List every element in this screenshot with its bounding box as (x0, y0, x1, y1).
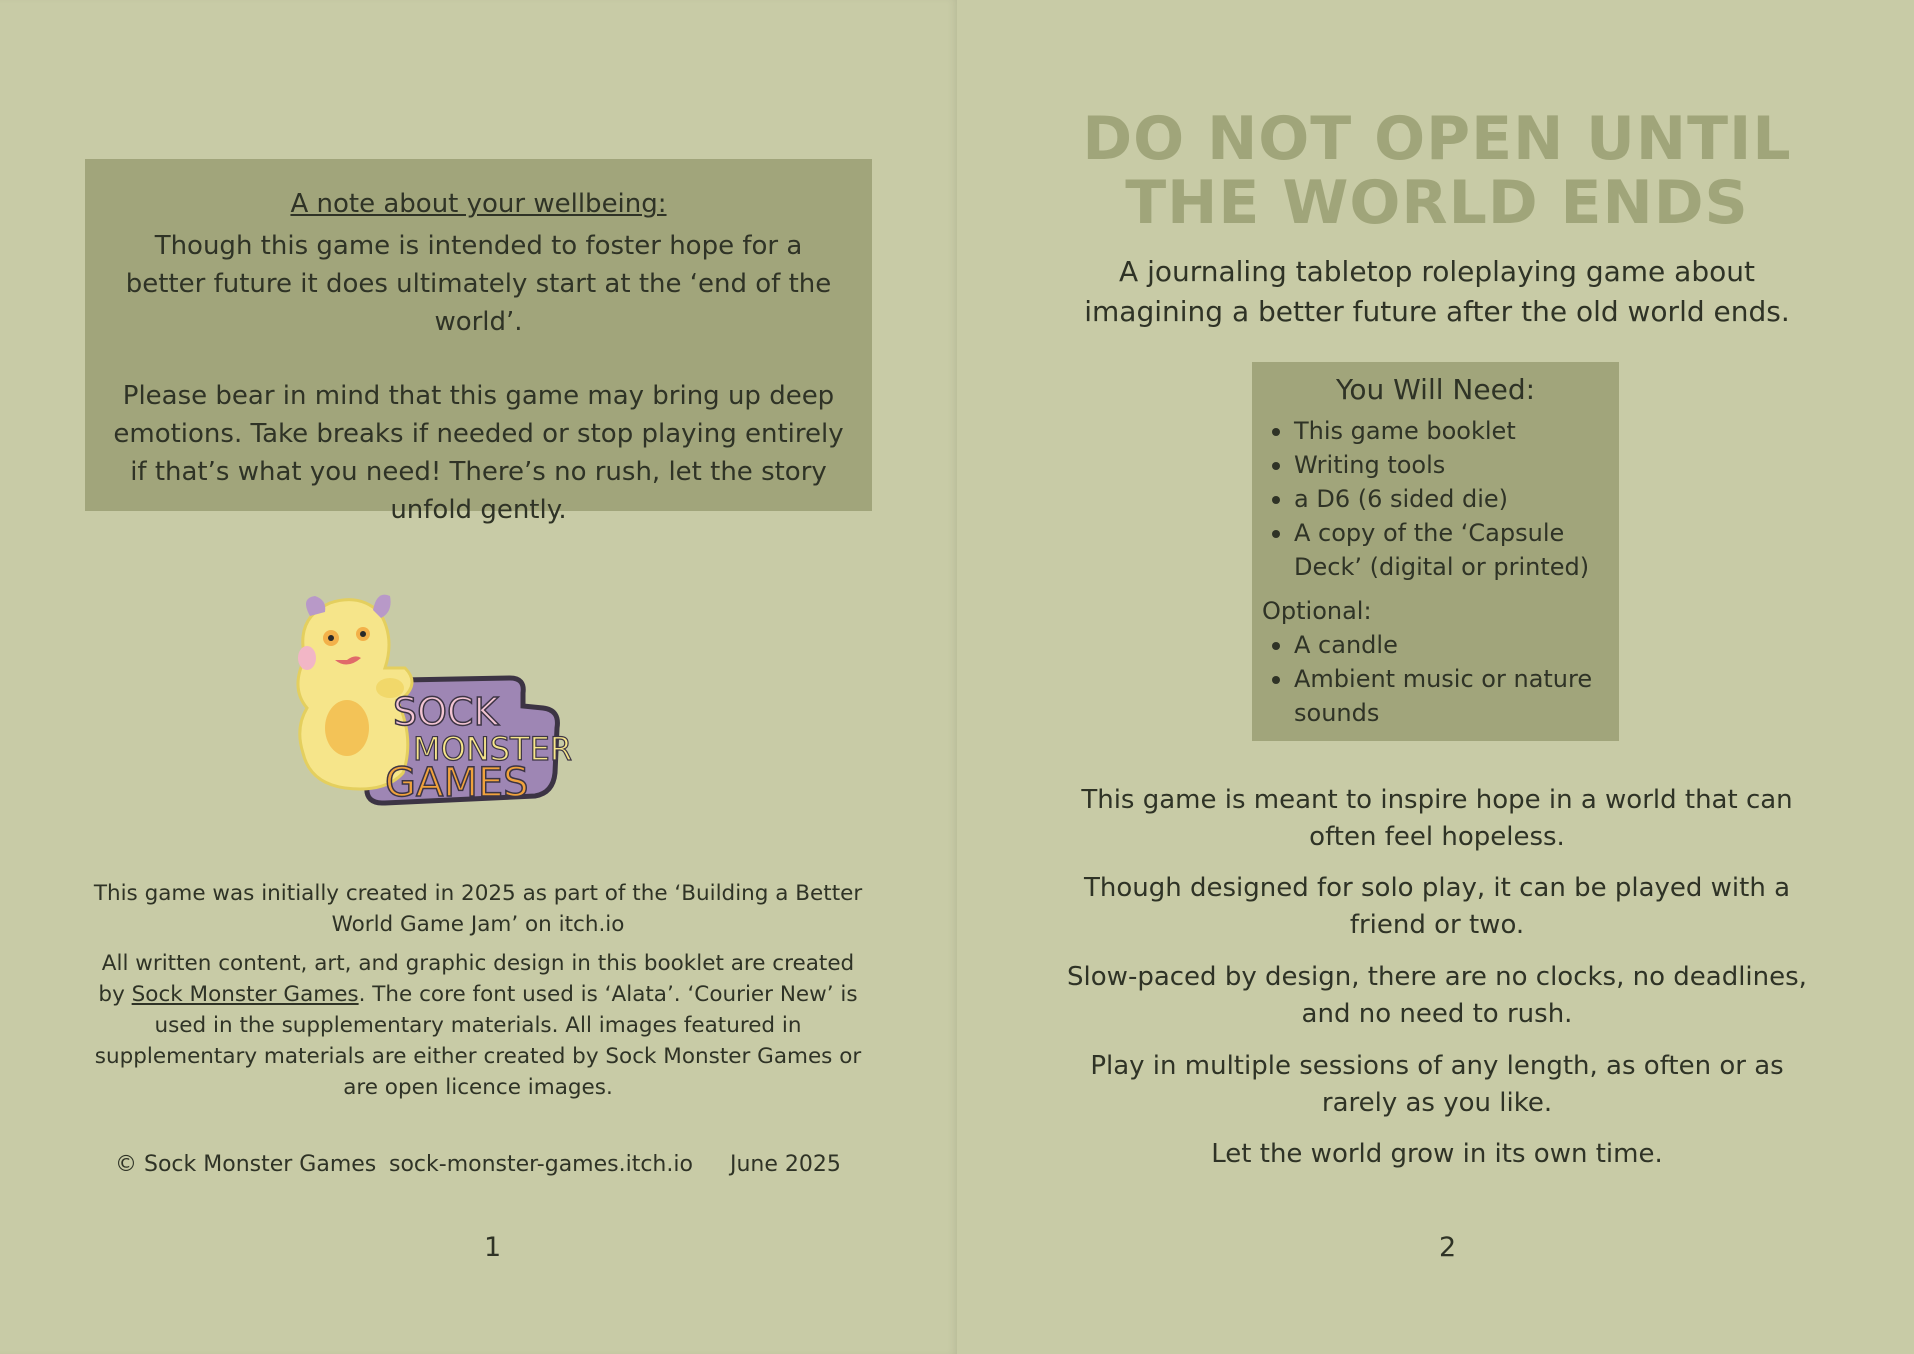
you-will-need-box (1252, 362, 1619, 741)
game-title: DO NOT OPEN UNTIL THE WORLD ENDS (1082, 104, 1792, 238)
logo-text-line-3: GAMES (385, 760, 529, 806)
footer-date: June 2025 (730, 1152, 841, 1177)
sock-monster-games-logo (285, 588, 685, 843)
game-subtitle: A journaling tabletop roleplaying game about imagining a better future after the old world ends. (1084, 255, 1790, 328)
credits-game-jam: This game was initially created in 2025 as part of the ‘Building a Better World Game Jam’ on itch.io (93, 881, 863, 937)
list-item: a D6 (6 sided die) (1294, 482, 1609, 516)
list-item: A copy of the ‘Capsule Deck’ (digital or printed) (1294, 516, 1609, 584)
mascot-belly (325, 700, 369, 756)
intro-paragraph-5: Let the world grow in its own time. (1211, 1139, 1663, 1169)
intro-paragraph-4: Play in multiple sessions of any length, as often or as rarely as you like. (1090, 1051, 1784, 1118)
wellbeing-note-paragraph-1: Though this game is intended to foster hope for a better future it does ultimately start at the ‘end of the world’. (125, 231, 832, 337)
logo-text-line-2: MONSTER (413, 730, 573, 768)
credits-content (92, 948, 864, 1103)
wellbeing-note-paragraph-2: Please bear in mind that this game may bring up deep emotions. Take breaks if needed or stop playing entirely if that’s what you need! There’s no rush, let the story unfold gently. (113, 381, 844, 525)
list-item: A candle (1294, 628, 1609, 662)
optional-label: Optional: (1262, 597, 1372, 625)
wellbeing-note-title: A note about your wellbeing: (290, 189, 667, 219)
footer-url[interactable]: sock-monster-games.itch.io (389, 1152, 693, 1177)
intro-paragraph-1: This game is meant to inspire hope in a world that can often feel hopeless. (1081, 785, 1793, 852)
logo-text-line-1: SOCK (393, 690, 499, 734)
you-will-need-title: You Will Need: (1335, 373, 1536, 406)
required-items-list (1262, 414, 1609, 584)
list-item: Ambient music or nature sounds (1294, 662, 1609, 730)
credits-content-after: . The core font used is ‘Alata’. ‘Courier New’ is used in the supplementary materials. All images featured in supplementary materials are either created by Sock Monster Games or are open licence images. (94, 982, 862, 1100)
footer-copyright: © Sock Monster Games (115, 1152, 377, 1177)
optional-items-list (1262, 628, 1609, 730)
intro-paragraph-2: Though designed for solo play, it can be played with a friend or two. (1083, 873, 1791, 940)
page-number-2: 2 (1439, 1232, 1457, 1263)
credits-link-sock-monster-games[interactable]: Sock Monster Games (131, 982, 359, 1007)
intro-paragraph-3: Slow-paced by design, there are no clocks, no deadlines, and no need to rush. (1067, 962, 1807, 1029)
wellbeing-note-box (85, 159, 872, 525)
page-number-1: 1 (484, 1232, 502, 1263)
list-item: Writing tools (1294, 448, 1609, 482)
list-item: This game booklet (1294, 414, 1609, 448)
credits-content-before: All written content, art, and graphic design in this booklet are created by (98, 951, 855, 1007)
